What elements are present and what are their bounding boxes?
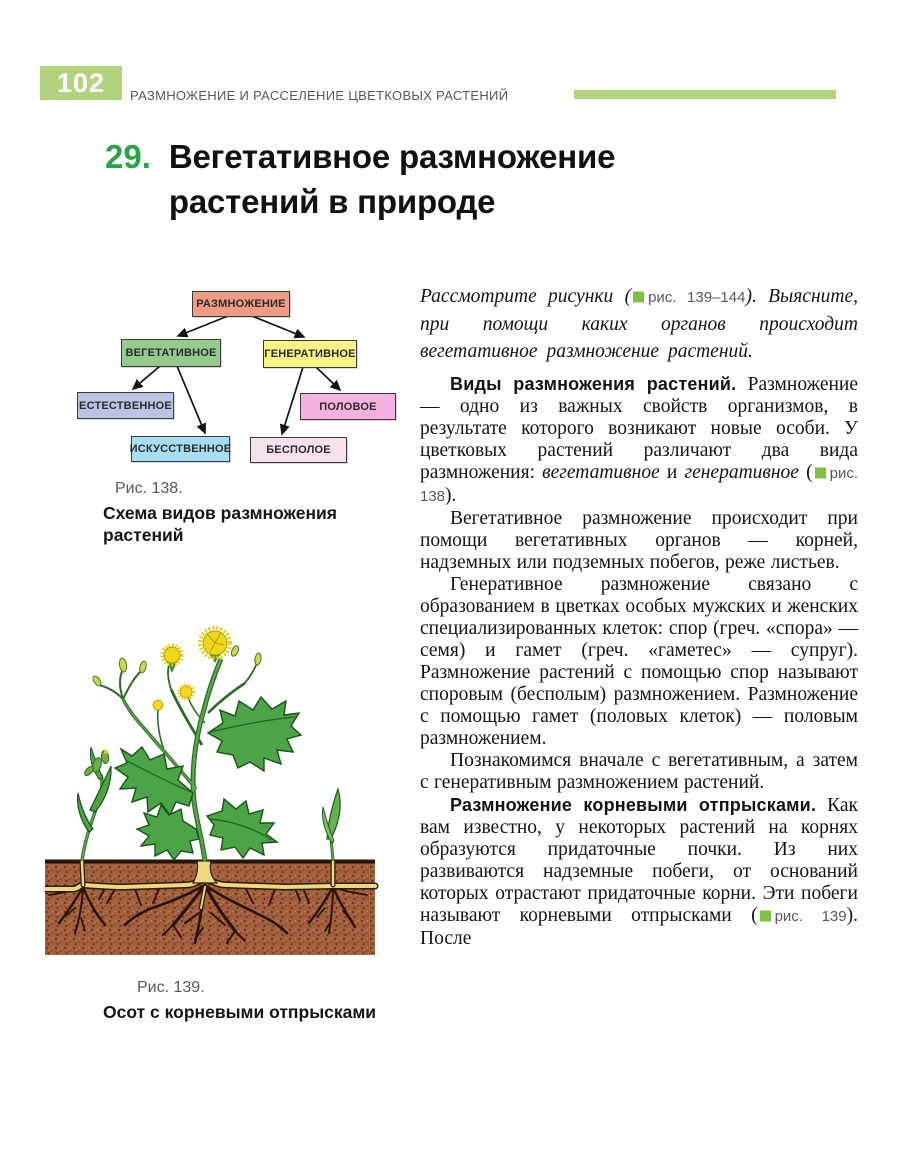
figure-139-title: Осот с корневыми отпрысками bbox=[103, 1002, 377, 1022]
figure-139-caption bbox=[103, 979, 423, 1023]
running-head: РАЗМНОЖЕНИЕ И РАССЕЛЕНИЕ ЦВЕТКОВЫХ РАСТЕНИЙ bbox=[130, 88, 509, 103]
offshoot-right bbox=[322, 789, 340, 861]
paragraph-types-of-reproduction: Виды размножения растений. Размножение — одно из важных свойств организмов, в результате которого возникают новые особи. У цветковых растений различают два вида размножения: вегетативное и генеративное ( рис. 138). bbox=[420, 374, 858, 506]
diagram-node-sexual: ПОЛОВОЕ bbox=[300, 393, 396, 420]
page-number: 102 bbox=[56, 67, 106, 98]
runin-heading: Виды размножения растений. bbox=[450, 374, 737, 394]
offshoot-left bbox=[78, 747, 112, 861]
figure-139-label: Рис. 139. bbox=[137, 979, 205, 996]
diagram-node-vegetative: ВЕГЕТАТИВНОЕ bbox=[121, 339, 221, 367]
diagram-node-asexual: БЕСПОЛОЕ bbox=[250, 437, 347, 463]
figure-ref-marker-icon bbox=[633, 292, 644, 303]
runin-heading: Размножение корневыми отпрысками. bbox=[450, 795, 817, 815]
figure-138-label: Рис. 138. bbox=[115, 480, 183, 497]
diagram-node-natural: ЕСТЕСТВЕННОЕ bbox=[77, 392, 174, 419]
diagram-node-reproduction: РАЗМНОЖЕНИЕ bbox=[192, 291, 290, 317]
figure-ref: рис. 138 bbox=[420, 465, 858, 505]
paragraph-generative: Генеративное размножение связано с образованием в цветках особых мужских и женских специализированных клеток: спор (греч. «спора» — семя) и гамет (греч. «гаметес» — супруг). Размножение растений с помощью спор называют споровым (бесполым) размножением. Размножение с помощью гамет (половых клеток) — половым размножением. bbox=[420, 574, 858, 749]
figure-ref-marker-icon bbox=[815, 468, 826, 479]
figure-ref: рис. 139–144 bbox=[648, 289, 746, 306]
section-title-row bbox=[105, 134, 689, 224]
figure-ref-marker-icon bbox=[760, 911, 771, 922]
figure-138-title: Схема видов размножения растений bbox=[103, 503, 338, 545]
paragraph-root-suckers: Размножение корневыми отпрысками. Как вам известно, у некоторых растений на корнях образуются придаточные почки. Из них развиваются надземные побеги, от оснований которых отрастают придаточные корни. Эти побеги называют корневыми отпрысками ( рис. 139). После bbox=[420, 795, 858, 949]
main-plant bbox=[91, 628, 301, 861]
diagram-node-artificial: ИСКУССТВЕННОЕ bbox=[131, 436, 230, 462]
intro-task-paragraph: Рассмотрите рисунки ( рис. 139–144). Выясните, при помощи каких органов происходит вегетативное размножение растений. bbox=[420, 286, 858, 362]
header-accent-bar bbox=[574, 90, 836, 99]
page-number-block bbox=[40, 66, 122, 100]
paragraph-vegetative: Вегетативное размножение происходит при помощи вегетативных органов — корней, надземных или подземных побегов, реже листьев. bbox=[420, 508, 858, 573]
section-number: 29. bbox=[105, 138, 151, 175]
reproduction-types-diagram bbox=[60, 278, 400, 474]
section-title: Вегетативное размножение растений в природе bbox=[168, 138, 616, 220]
paragraph-transition: Познакомимся вначале с вегетативным, а затем с генеративным размножением растений. bbox=[420, 750, 858, 793]
diagram-node-generative: ГЕНЕРАТИВНОЕ bbox=[263, 340, 357, 368]
text-column bbox=[420, 283, 858, 950]
figure-138-caption bbox=[103, 480, 383, 546]
sow-thistle-illustration bbox=[45, 613, 400, 973]
figure-ref: рис. 139 bbox=[774, 908, 847, 925]
